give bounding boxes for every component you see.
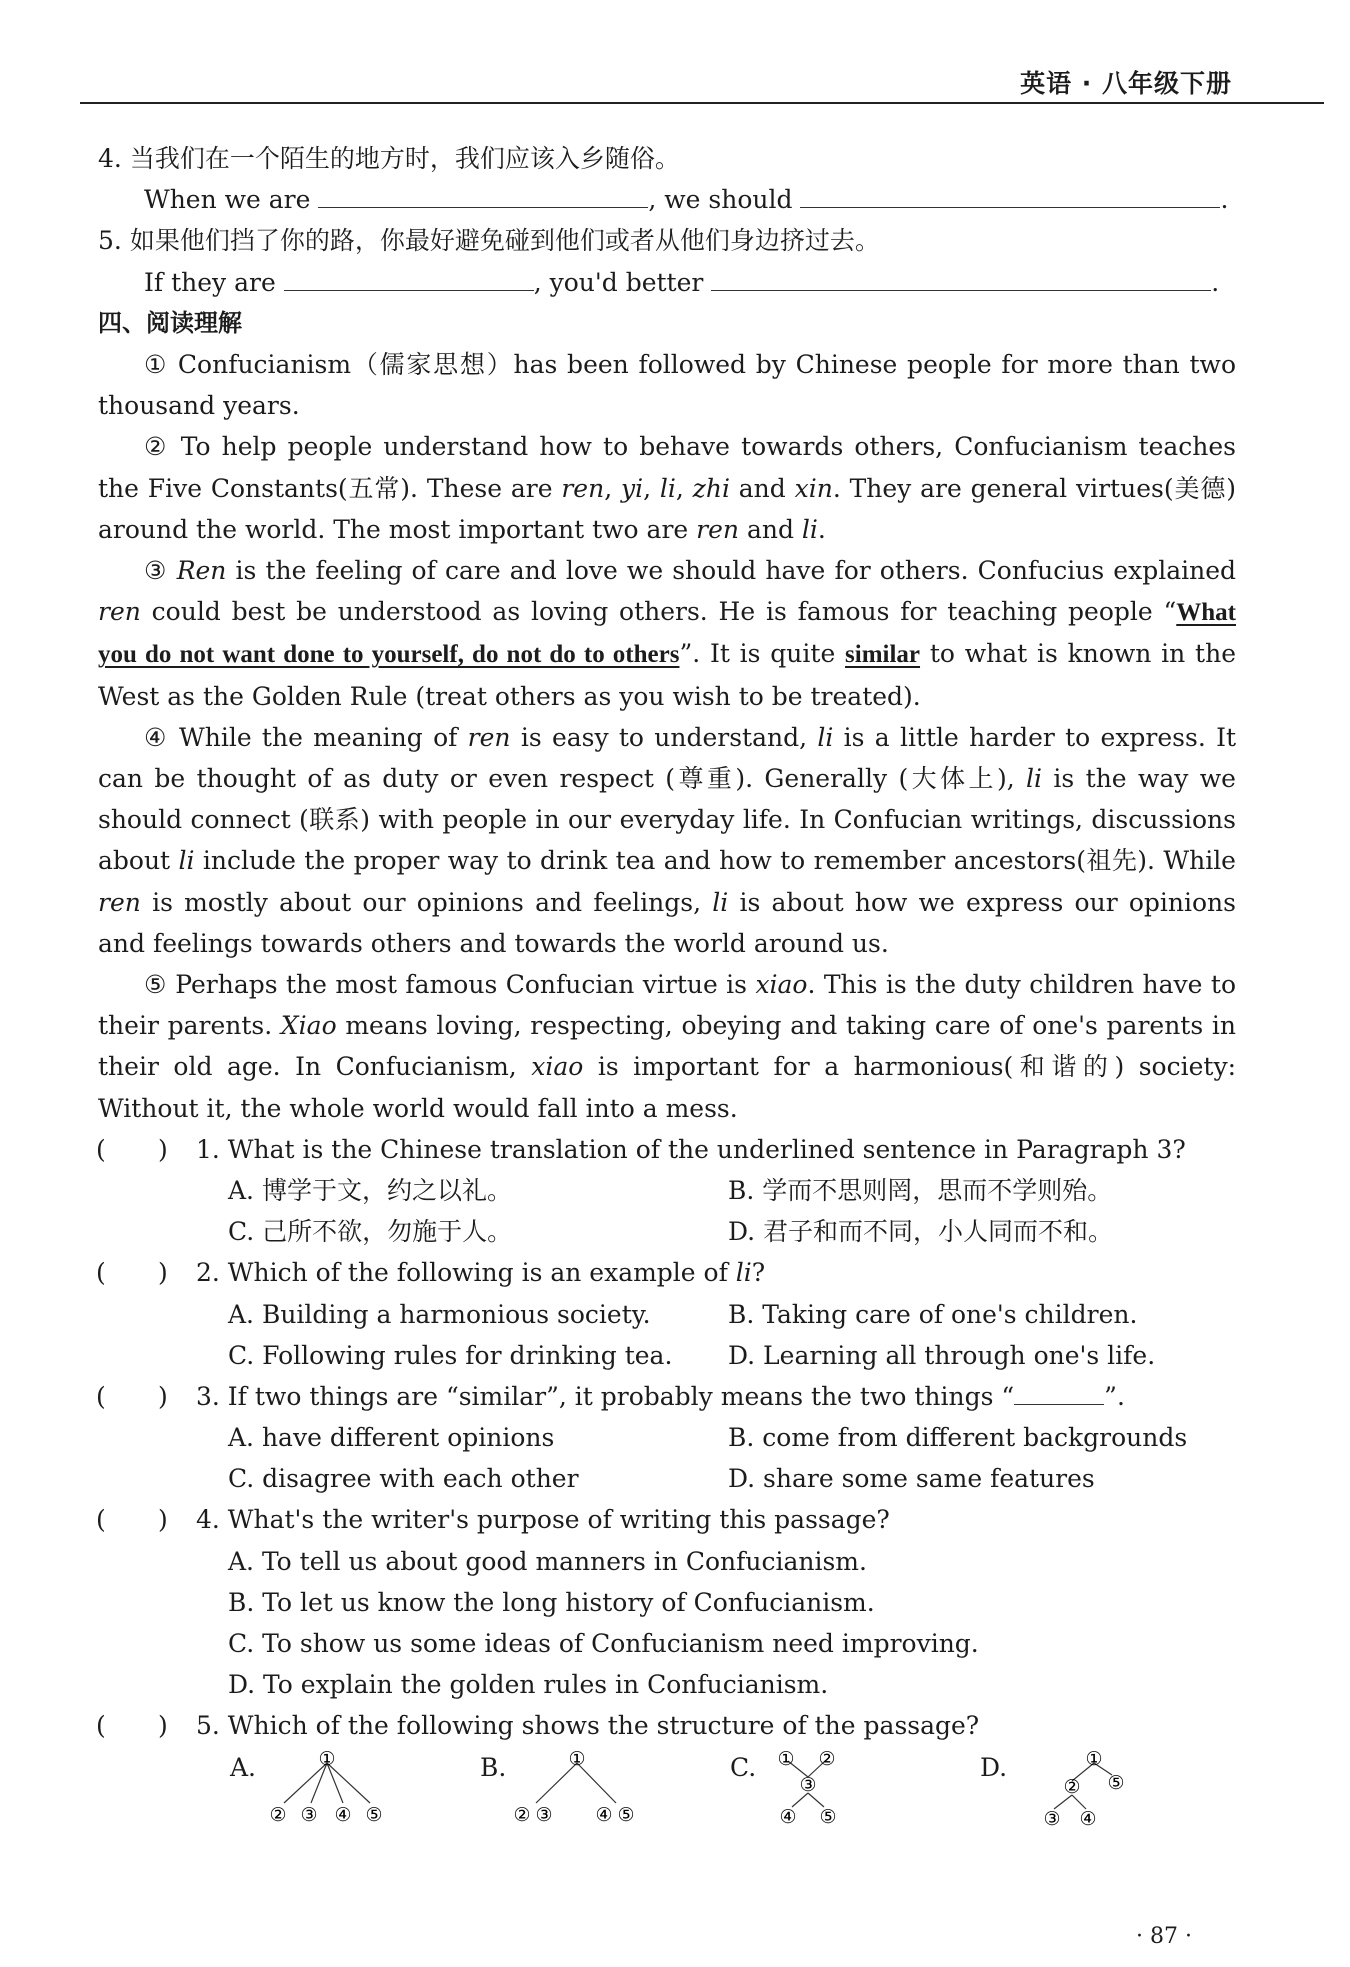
q2-option-c[interactable]: C. Following rules for drinking tea. (228, 1340, 673, 1370)
q5c-node-5: ⑤ (819, 1805, 837, 1828)
q5b-node-3: ③ (535, 1803, 553, 1826)
underlined-word-similar: similar (845, 641, 921, 669)
q5a-node-3: ③ (300, 1803, 318, 1826)
q3-option-d[interactable]: D. share some same features (728, 1464, 1095, 1494)
q4-english-b: , we should (648, 185, 793, 215)
q5c-node-2: ② (818, 1747, 836, 1770)
page-content (98, 138, 1236, 1847)
q3-option-c[interactable]: C. disagree with each other (228, 1464, 579, 1494)
q4-blank-1[interactable] (318, 181, 648, 208)
question-2-options-ab (98, 1294, 1236, 1335)
q5b-node-4: ④ (595, 1803, 613, 1826)
question-1-options-cd (98, 1211, 1236, 1252)
question-1-text: 1. What is the Chinese translation of the underlined sentence in Paragraph 3? (196, 1134, 1186, 1164)
q5-diagram-a (264, 1747, 414, 1831)
q5-option-a-label[interactable]: A. (230, 1752, 257, 1782)
question-2-text: 2. Which of the following is an example of li? (196, 1258, 766, 1288)
q5-diagram-b (512, 1747, 662, 1831)
q5d-node-5: ⑤ (1107, 1771, 1125, 1794)
header-rule (80, 102, 1324, 104)
answer-blank-3[interactable]: ( ) (96, 1381, 168, 1411)
question-3-options-ab (98, 1417, 1236, 1458)
paragraph-4: ④ While the meaning of ren is easy to understand, li is a little harder to express. It can be thought of as duty or even respect (尊重). Generally (大体上), li is the way we should connect (联系) with people in our everyday life. In Confucian writings, discussions about li include the proper way to drink tea and how to remember ancestors(祖先). While ren is mostly about our opinions and feelings, li is about how we express our opinions and feelings towards others and towards the world around us. (98, 722, 1236, 958)
q3-option-a[interactable]: A. have different opinions (228, 1423, 555, 1453)
translation-q5-english (98, 262, 1236, 303)
page-header-title: 英语 · 八年级下册 (1020, 69, 1232, 98)
paragraph-1: ① Confucianism（儒家思想）has been followed by Chinese people for more than two thousand years. (98, 349, 1236, 421)
q5c-node-4: ④ (779, 1805, 797, 1828)
answer-blank-5[interactable]: ( ) (96, 1711, 168, 1741)
translation-q4-chinese (98, 138, 1236, 179)
q2-option-d[interactable]: D. Learning all through one's life. (728, 1340, 1156, 1370)
answer-blank-1[interactable]: ( ) (96, 1134, 168, 1164)
q5a-node-5: ⑤ (365, 1803, 383, 1826)
question-2 (98, 1252, 1236, 1293)
q4-english-a: When we are (144, 185, 311, 215)
q4-option-b[interactable]: B. To let us know the long history of Confucianism. (228, 1587, 875, 1617)
q2-option-a[interactable]: A. Building a harmonious society. (228, 1299, 651, 1329)
q4-chinese: 当我们在一个陌生的地方时，我们应该入乡随俗。 (129, 144, 680, 173)
q4-end: . (1220, 185, 1229, 215)
q1-option-c[interactable]: C. 己所不欲，勿施于人。 (228, 1217, 513, 1247)
section-title: 四、阅读理解 (98, 308, 242, 337)
q1-option-d[interactable]: D. 君子和而不同，小人同而不和。 (728, 1217, 1114, 1247)
q5-chinese: 如果他们挡了你的路，你最好避免碰到他们或者从他们身边挤过去。 (129, 226, 880, 256)
q5b-node-5: ⑤ (617, 1803, 635, 1826)
answer-blank-4[interactable]: ( ) (96, 1505, 168, 1535)
q5-english-a: If they are (144, 267, 276, 297)
q2-option-b[interactable]: B. Taking care of one's children. (728, 1299, 1138, 1329)
q5-blank-2[interactable] (711, 264, 1211, 291)
question-3-text: 3. If two things are “similar”, it probably means the two things “ ”. (196, 1376, 1236, 1417)
q5b-node-1: ① (568, 1747, 586, 1770)
paragraph-5: ⑤ Perhaps the most famous Confucian virtue is xiao. This is the duty children have to their parents. Xiao means loving, respecting, obeying and taking care of one's parents in their old age. In Confucianism, xiao is important for a harmonious(和谐的) society: Without it, the whole world would fall into a mess. (98, 969, 1236, 1123)
question-3-options-cd (98, 1458, 1236, 1499)
question-4-text: 4. What's the writer's purpose of writing this passage? (196, 1505, 890, 1535)
q5-number: 5. (98, 226, 122, 256)
q5a-node-4: ④ (334, 1803, 352, 1826)
question-1 (98, 1129, 1236, 1170)
q3-option-b[interactable]: B. come from different backgrounds (728, 1423, 1188, 1453)
q1-option-b[interactable]: B. 学而不思则罔，思而不学则殆。 (728, 1175, 1113, 1205)
q5d-node-1: ① (1085, 1747, 1103, 1770)
question-1-options-ab (98, 1170, 1236, 1211)
q4-blank-2[interactable] (800, 181, 1220, 208)
q5d-node-2: ② (1063, 1775, 1081, 1798)
q5-diagram-d (1014, 1747, 1164, 1831)
q5-option-c-label[interactable]: C. (730, 1752, 757, 1782)
q5-end: . (1211, 267, 1220, 297)
q4-number: 4. (98, 144, 122, 173)
question-5-text: 5. Which of the following shows the structure of the passage? (196, 1711, 980, 1741)
underlined-sentence: What you do not want done to yourself, do not do to others (98, 599, 1236, 669)
q5-option-d-label[interactable]: D. (980, 1752, 1008, 1782)
paragraph-2: ② To help people understand how to behave towards others, Confucianism teaches the Five Constants(五常). These are ren, yi, li, zhi and xin. They are general virtues(美德) around the world. The most important two are ren and li. (98, 432, 1236, 544)
q5b-node-2: ② (513, 1803, 531, 1826)
structure-diagrams (98, 1747, 1236, 1847)
question-5 (98, 1705, 1236, 1746)
q5a-node-1: ① (318, 1747, 336, 1770)
q3-inline-blank (1014, 1378, 1104, 1405)
q4-option-a[interactable]: A. To tell us about good manners in Confucianism. (228, 1546, 867, 1576)
translation-q4-english (98, 179, 1236, 220)
q5-blank-1[interactable] (284, 264, 534, 291)
q5-option-b-label[interactable]: B. (480, 1752, 507, 1782)
question-3 (98, 1376, 1236, 1417)
q4-option-c[interactable]: C. To show us some ideas of Confucianism need improving. (228, 1629, 979, 1659)
q4-option-d[interactable]: D. To explain the golden rules in Confucianism. (228, 1670, 829, 1700)
q5d-node-3: ③ (1043, 1807, 1061, 1830)
question-4 (98, 1499, 1236, 1540)
q5a-node-2: ② (269, 1803, 287, 1826)
page-number: · 87 · (1136, 1924, 1192, 1949)
q5c-node-3: ③ (799, 1773, 817, 1796)
q5c-node-1: ① (777, 1747, 795, 1770)
paragraph-3: ③ Ren is the feeling of care and love we should have for others. Confucius explained ren could best be understood as loving others. He is famous for teaching people “What you do not want done to yourself, do not do to others”. It is quite similar to what is known in the West as the Golden Rule (treat others as you wish to be treated). (98, 555, 1237, 711)
answer-blank-2[interactable]: ( ) (96, 1258, 168, 1288)
q5-english-b: , you'd better (533, 267, 704, 297)
translation-q5-chinese (98, 220, 1236, 261)
q5-diagram-c (762, 1747, 892, 1831)
q1-option-a[interactable]: A. 博学于文，约之以礼。 (228, 1175, 512, 1205)
q5d-node-4: ④ (1079, 1807, 1097, 1830)
question-2-options-cd (98, 1335, 1236, 1376)
